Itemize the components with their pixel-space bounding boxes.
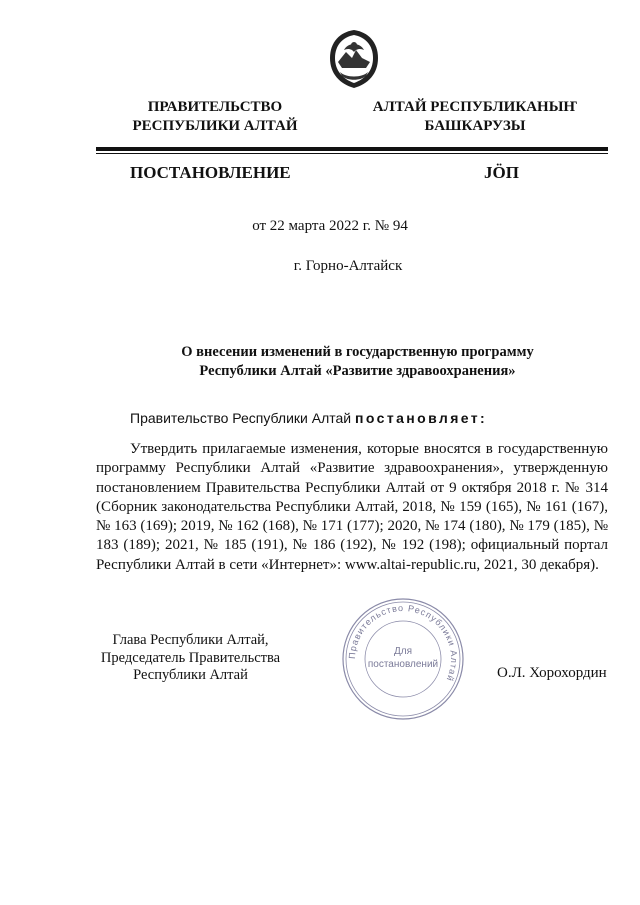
doc-type-right: JӦП bbox=[484, 163, 519, 182]
header-right-block bbox=[370, 98, 580, 136]
official-stamp bbox=[340, 596, 466, 722]
signatory-title bbox=[88, 632, 293, 685]
document-date: от 22 марта 2022 г. № 94 bbox=[252, 218, 408, 234]
header-divider-thin bbox=[96, 153, 608, 154]
signatory-title-line3: Республики Алтай bbox=[133, 667, 248, 683]
resolves-verb: постановляет: bbox=[355, 410, 488, 426]
coat-of-arms-emblem bbox=[326, 28, 382, 90]
header-right-line2: БАШКАРУЗЫ bbox=[424, 118, 526, 134]
document-subject bbox=[120, 343, 595, 381]
signatory-name: О.Л. Хорохордин bbox=[497, 665, 607, 681]
body-paragraph: Утвердить прилагаемые изменения, которые вносятся в государственную программу Республики Алтай «Развитие здравоохранения», утвержденную постановлением Правительства Республики Алтай от 9 октября 2018 г. № 314 (Сборник законодательства Республики Алтай, 2018, № 159 (165), № 161 (167), № 163 (169); 2019, № 162 (168), № 171 (177); 2020, № 174 (180), № 179 (185), № 183 (189); 2021, № 185 (191), № 186 (192), № 192 (198); официальный портал Республики Алтай в сети «Интернет»: www.altai-republic.ru, 2021, 30 декабря). bbox=[96, 441, 608, 573]
header-divider-thick bbox=[96, 147, 608, 151]
stamp-inner-line2: постановлений bbox=[367, 659, 439, 670]
header-left-line2: РЕСПУБЛИКИ АЛТАЙ bbox=[132, 118, 298, 134]
stamp-ring-text: Правительство Республики Алтай bbox=[346, 602, 460, 684]
subject-line1: О внесении изменений в государственную программу bbox=[181, 344, 534, 360]
resolves-line bbox=[130, 410, 487, 426]
subject-line2: Республики Алтай «Развитие здравоохранения» bbox=[199, 363, 516, 379]
header-left-block bbox=[120, 98, 310, 136]
svg-text:Правительство Республики Алтай bbox=[347, 603, 459, 683]
stamp-inner-line1: Для bbox=[393, 646, 413, 657]
header-left-line1: ПРАВИТЕЛЬСТВО bbox=[147, 99, 283, 115]
signatory-title-line1: Глава Республики Алтай, bbox=[112, 632, 269, 648]
signatory-title-line2: Председатель Правительства bbox=[100, 649, 281, 666]
resolves-subject: Правительство Республики Алтай bbox=[130, 410, 352, 426]
header-right-line1: АЛТАЙ РЕСПУБЛИКАНЫҤ bbox=[372, 99, 578, 115]
doc-type-left: ПОСТАНОВЛЕНИЕ bbox=[130, 163, 291, 182]
document-city: г. Горно-Алтайск bbox=[293, 258, 403, 274]
